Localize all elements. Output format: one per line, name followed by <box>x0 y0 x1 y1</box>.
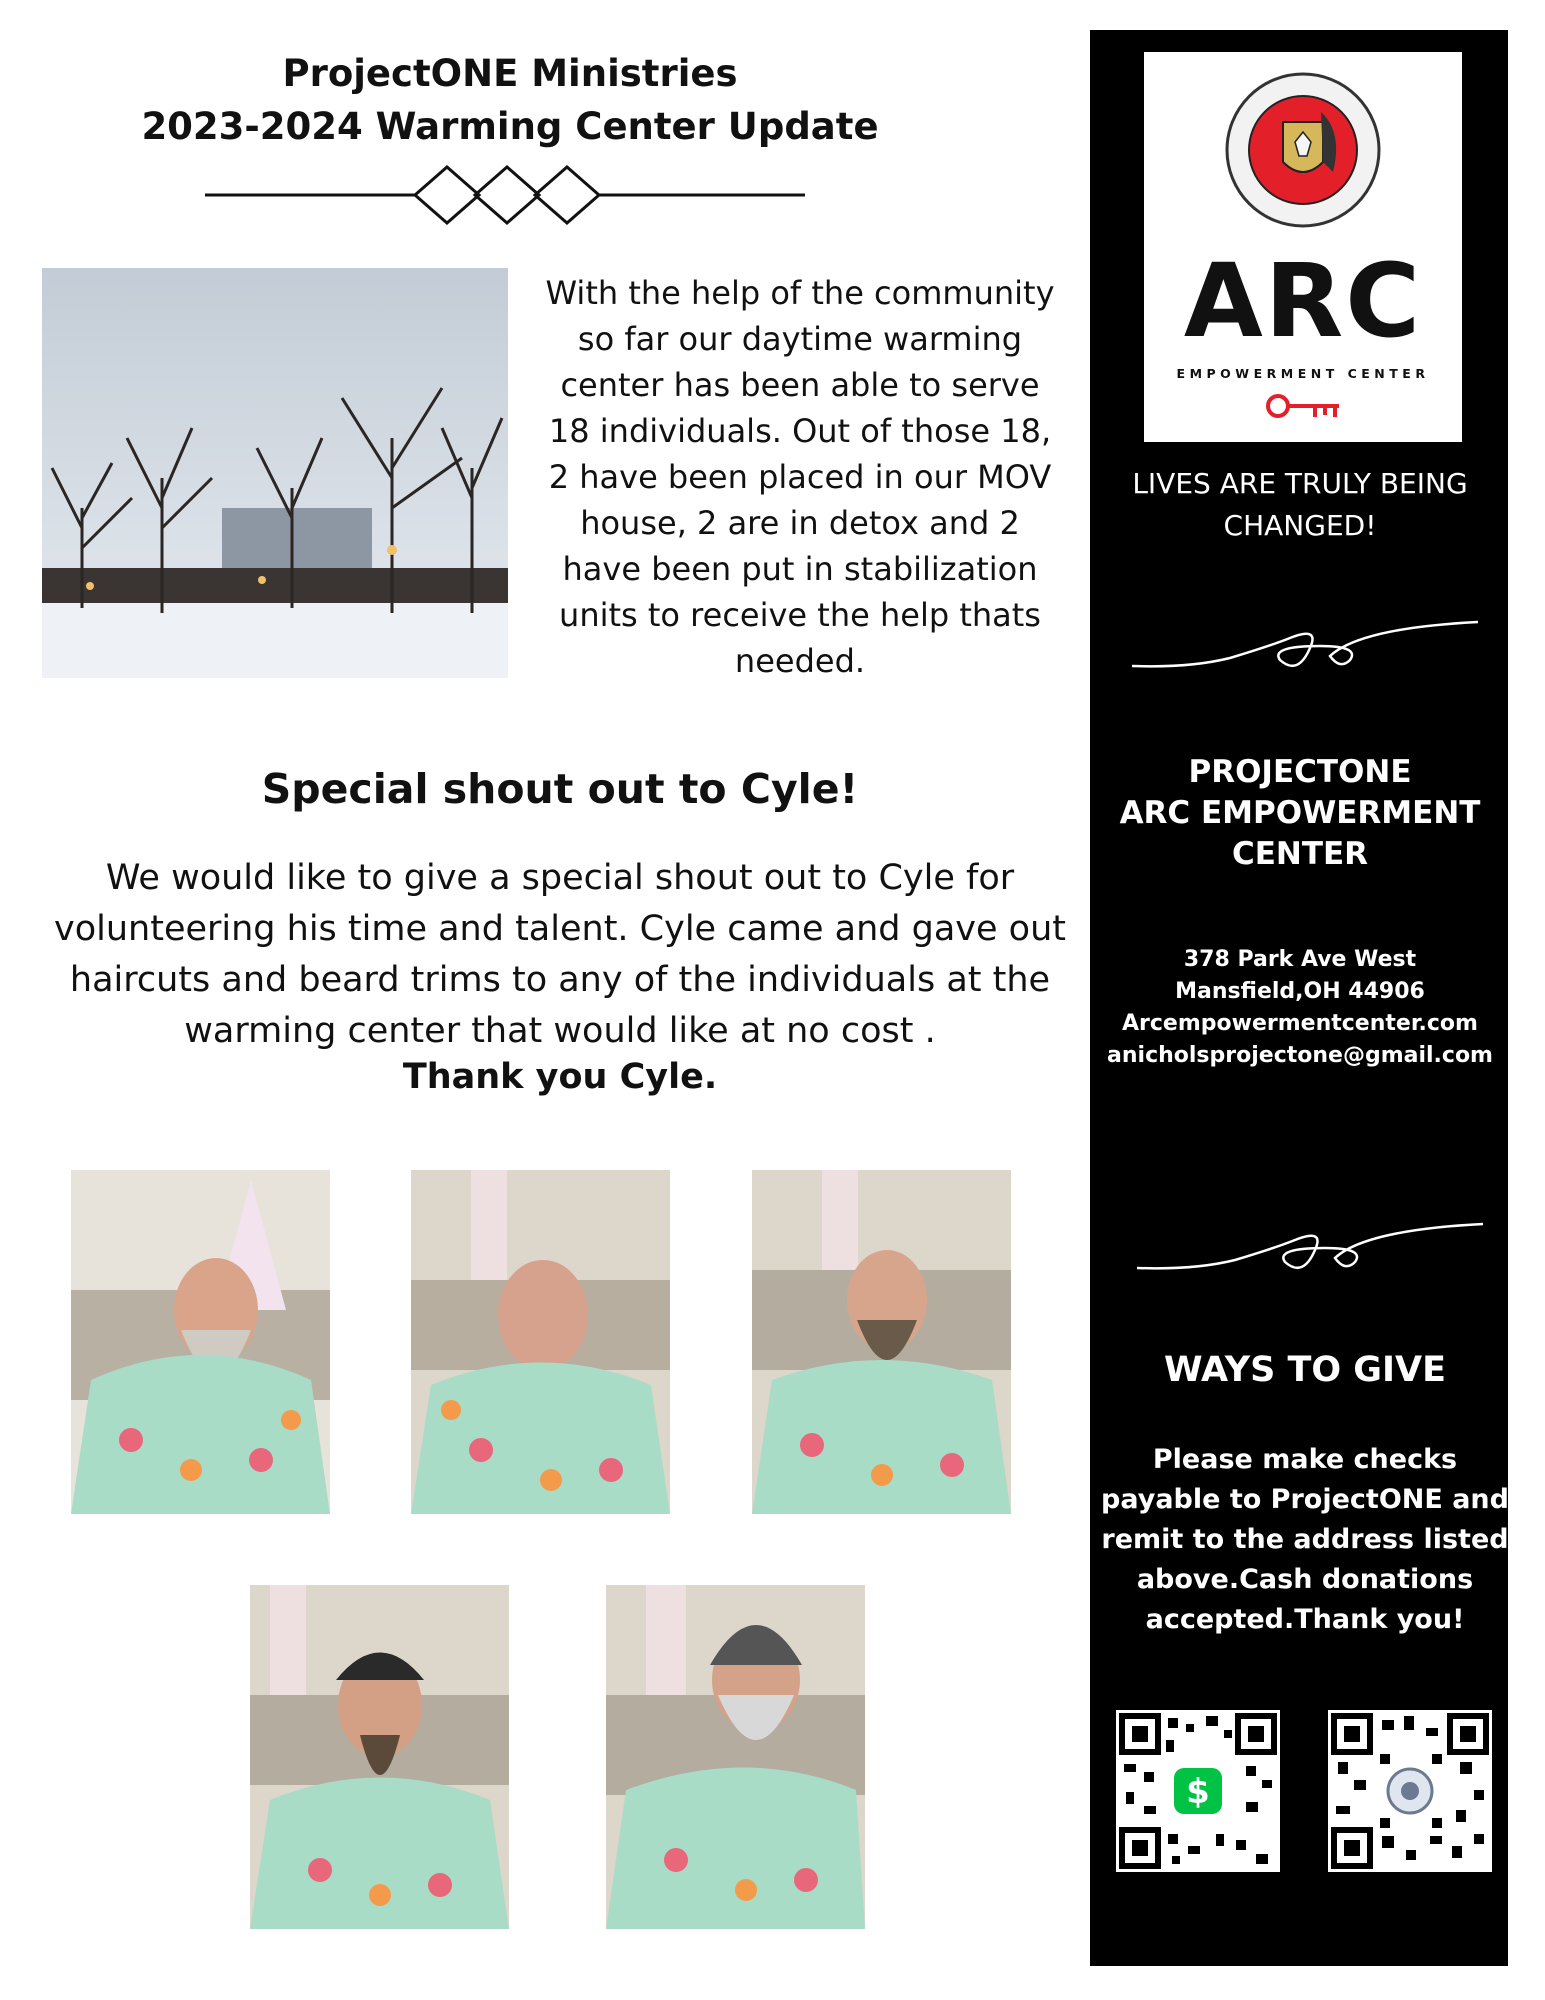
arc-wordmark: ARC <box>1183 242 1423 361</box>
cash-app-qr[interactable] <box>1116 1710 1280 1872</box>
haircut-photo-4 <box>250 1585 509 1929</box>
haircut-photo-2 <box>411 1170 670 1514</box>
donation-qr[interactable] <box>1328 1710 1492 1872</box>
haircut-photo-1 <box>71 1170 330 1514</box>
ways-to-give-text: Please make checks payable to ProjectONE and remit to the address listed above.Cash donations accepted.Thank you! <box>1101 1444 1509 1635</box>
haircut-photo-5 <box>606 1585 865 1929</box>
org-name-line: CENTER <box>1231 836 1369 872</box>
page-title: ProjectONE Ministries <box>282 52 738 95</box>
ways-to-give-heading: WAYS TO GIVE <box>1163 1350 1447 1390</box>
org-name-line: PROJECTONE <box>1188 754 1412 790</box>
red-key-icon <box>1265 393 1341 419</box>
arc-subtitle: EMPOWERMENT CENTER <box>1176 366 1430 381</box>
org-name-line: ARC EMPOWERMENT <box>1119 795 1481 831</box>
svg-text:$: $ <box>1186 1772 1210 1812</box>
org-name <box>1100 752 1500 875</box>
shoutout-body: We would like to give a special shout out to Cyle for volunteering his time and talent. Cyle came and gave out haircuts and beard trims to any of the individuals at the warming center that would like at no cost . <box>54 858 1066 1051</box>
diamond-divider <box>205 163 805 233</box>
contact-info <box>1100 944 1500 1072</box>
swirl-divider <box>1135 1220 1485 1280</box>
website-link[interactable]: Arcempowermentcenter.com <box>1122 1011 1478 1036</box>
address-city: Mansfield,OH 44906 <box>1175 979 1425 1004</box>
snowy-park-photo <box>42 268 508 678</box>
swirl-divider <box>1130 618 1480 678</box>
project-one-seal-logo <box>1225 72 1381 228</box>
page-subtitle: 2023-2024 Warming Center Update <box>141 105 879 148</box>
tagline: LIVES ARE TRULY BEING CHANGED! <box>1132 467 1468 542</box>
intro-paragraph: With the help of the community so far our daytime warming center has been able to serve 18 individuals. Out of those 18, 2 have been placed in our MOV house, 2 are in detox and 2 have been put in stabilization units to receive the help thats needed. <box>545 274 1055 680</box>
address-street: 378 Park Ave West <box>1183 947 1417 972</box>
email-link[interactable]: anicholsprojectone@gmail.com <box>1107 1043 1493 1068</box>
shoutout-heading: Special shout out to Cyle! <box>261 765 859 813</box>
thank-you-text: Thank you Cyle. <box>402 1057 718 1097</box>
haircut-photo-3 <box>752 1170 1011 1514</box>
